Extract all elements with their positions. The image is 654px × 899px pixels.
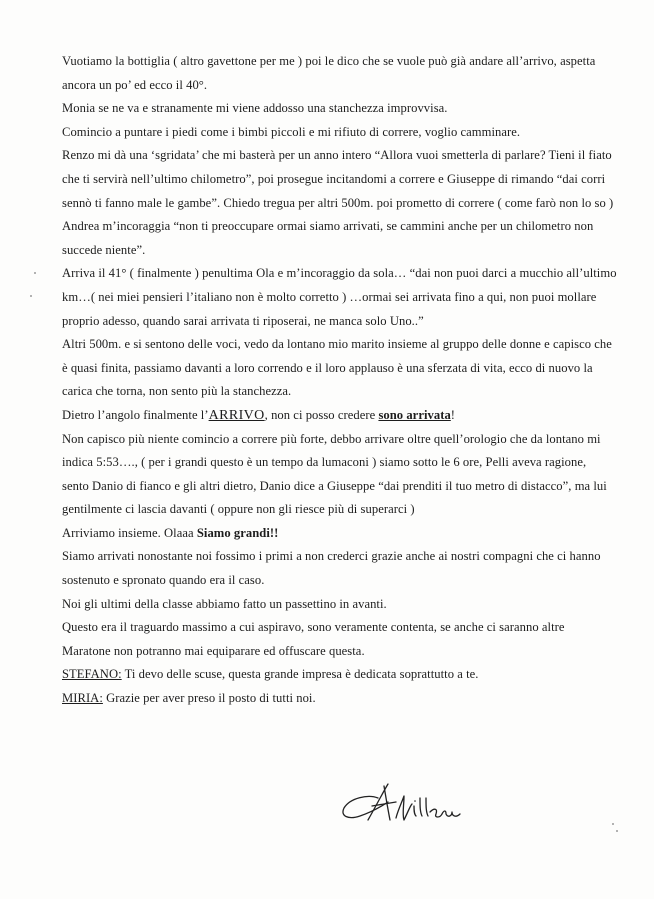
text-line: ancora un po’ ed ecco il 40°. xyxy=(62,77,208,92)
miria-dedication xyxy=(62,687,622,711)
text-line: Monia se ne va e stranamente mi viene addosso una stanchezza improvvisa. xyxy=(62,101,448,116)
together-text: Arriviamo insieme. Olaaa xyxy=(62,525,197,540)
miria-name: MIRIA: xyxy=(62,691,103,706)
text-line: sento Danio di fianco e gli altri dietro, Danio dice a Giuseppe “dai prenditi il tuo metro di distacco”, ma lui xyxy=(62,478,607,493)
arrival-text-after: ! xyxy=(450,407,456,422)
text-line: km…( nei miei pensieri l’italiano non è molto corretto ) …ormai sei arrivata fino a qui, non puoi mollare xyxy=(62,289,597,304)
text-line: è quasi finita, passiamo davanti a loro correndo e il loro applauso è una sferzata di vita, ecco di nuovo la xyxy=(62,360,593,375)
arrival-text-before: Dietro l’angolo finalmente l’ xyxy=(62,407,209,422)
text-line: succede niente”. xyxy=(62,242,146,257)
together-line xyxy=(62,522,622,546)
text-line: Siamo arrivati nonostante noi fossimo i primi a non crederci grazie anche ai nostri compagni che ci hanno xyxy=(62,549,601,564)
handwritten-signature xyxy=(338,776,468,836)
text-line: Andrea m’incoraggia “non ti preoccupare ormai siamo arrivati, se cammini anche per un chilometro non xyxy=(62,219,594,234)
text-line: che ti servirà nell’ultimo chilometro”, poi prosegue incitandomi a correre e Giuseppe di rimando “dai corri xyxy=(62,171,606,186)
arrival-text-middle: , non ci posso credere xyxy=(264,407,379,422)
scan-speck xyxy=(616,830,618,832)
siamo-grandi-phrase: Siamo grandi!! xyxy=(196,525,279,540)
text-line: Renzo mi dà una ‘sgridata’ che mi basterà per un anno intero “Allora vuoi smetterla di parlare? Tieni il fiato xyxy=(62,148,612,163)
text-line: sennò ti fanno male le gambe”. Chiedo tregua per altri 500m. poi prometto di correre ( come farò non lo so ) xyxy=(62,195,614,210)
text-line: Non capisco più niente comincio a correre più forte, debbo arrivare oltre quell’orologio che da lontano mi xyxy=(62,431,601,446)
text-line: Questo era il traguardo massimo a cui aspiravo, sono veramente contenta, se anche ci saranno altre xyxy=(62,620,565,635)
letter-body xyxy=(62,50,622,711)
text-line: Maratone non potranno mai equiparare ed offuscare questa. xyxy=(62,643,365,658)
arrivo-word: ARRIVO xyxy=(208,407,265,423)
text-line: sostenuto e spronato quando era il caso. xyxy=(62,573,265,588)
text-line: proprio adesso, quando sarai arrivata ti riposerai, ne manca solo Uno..” xyxy=(62,313,424,328)
text-line: Vuotiamo la bottiglia ( altro gavettone per me ) poi le dico che se vuole può già andare all’arrivo, aspetta xyxy=(62,54,596,68)
text-line: Comincio a puntare i piedi come i bimbi piccoli e mi rifiuto di correre, voglio camminare. xyxy=(62,124,521,139)
scan-speck xyxy=(34,272,36,274)
scan-speck xyxy=(30,295,32,297)
text-line: indica 5:53…., ( per i grandi questo è un tempo da lumaconi ) siamo sotto le 6 ore, Pelli aveva ragione, xyxy=(62,455,587,470)
arrival-line xyxy=(62,404,622,428)
scan-speck xyxy=(612,823,614,825)
stefano-text: Ti devo delle scuse, questa grande impresa è dedicata soprattutto a te. xyxy=(121,667,479,682)
text-line: Arriva il 41° ( finalmente ) penultima Ola e m’incoraggio da sola… “dai non puoi darci a mucchio all’ultimo xyxy=(62,266,617,281)
miria-text: Grazie per aver preso il posto di tutti noi. xyxy=(102,691,316,706)
text-line: carica che torna, non sento più la stanchezza. xyxy=(62,384,292,399)
sono-arrivata-phrase: sono arrivata xyxy=(378,407,451,422)
stefano-dedication xyxy=(62,663,622,687)
text-line: Noi gli ultimi della classe abbiamo fatto un passettino in avanti. xyxy=(62,596,387,611)
stefano-name: STEFANO: xyxy=(62,667,122,682)
text-line: Altri 500m. e si sentono delle voci, vedo da lontano mio marito insieme al gruppo delle donne e capisco che xyxy=(62,337,612,352)
text-line: gentilmente ci lascia davanti ( oppure non gli riesce più di superarci ) xyxy=(62,502,415,517)
